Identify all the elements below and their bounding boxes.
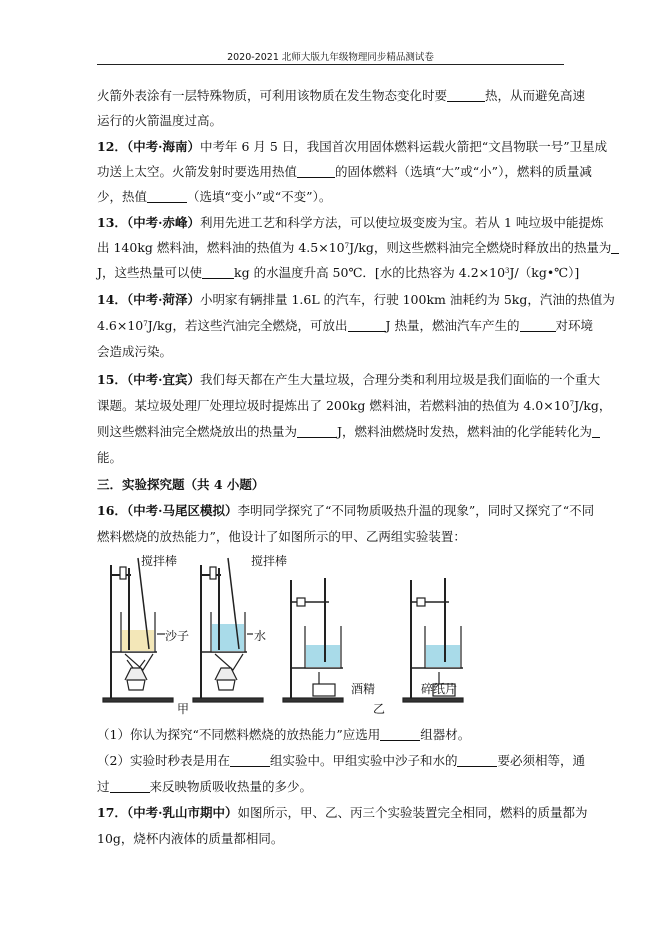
- stand-base: [403, 698, 463, 702]
- text-line: 少，热值 （选填“变小”或“不变”）。: [97, 189, 332, 204]
- text-line: 能。: [97, 450, 123, 465]
- text-line: J，这些热量可以使 kg 的水温度升高 50℃．[水的比热容为 $4.2\times 10^3J/(kg•℃)$]: [97, 265, 580, 280]
- answer-blank: [447, 89, 485, 102]
- label-group-b: 乙: [373, 702, 386, 716]
- answer-blank: [457, 754, 497, 767]
- text-line: 会造成污染。: [97, 344, 173, 359]
- text-line: 出 140kg 燃料油，燃料油的热值为 $4.5\times 10^7J/kg$，则这些燃料油完全燃烧时释放出的热量为: [97, 240, 564, 256]
- text-line: $4.6\times 10^7J/kg$，若这些汽油完全燃烧，可放出 J 热量，燃油汽车产生的 对环境: [97, 318, 594, 333]
- label-stirrer-2: 搅拌棒: [251, 554, 288, 568]
- label-alcohol: 酒精: [351, 682, 376, 696]
- answer-blank: [348, 319, 386, 332]
- answer-blank: [520, 319, 556, 332]
- label-sand: 沙子: [165, 629, 190, 643]
- alcohol-burner: [313, 684, 335, 696]
- label-group-a: 甲: [177, 702, 190, 716]
- text-line: 燃料燃烧的放热能力”，他设计了如图所示的甲、乙两组实验装置：: [97, 529, 466, 544]
- answer-blank: [611, 241, 619, 254]
- header-rule: [97, 64, 564, 65]
- answer-blank: [230, 754, 270, 767]
- text-line: 功送上太空。火箭发射时要选用热值 的固体燃料（选填“大”或“小”），燃料的质量减: [97, 164, 592, 179]
- question-17: 17．（中考·乳山市期中）如图所示，甲、乙、丙三个实验装置完全相同，燃料的质量都为: [97, 805, 588, 820]
- answer-blank: [297, 165, 335, 178]
- stand-base: [103, 698, 173, 702]
- text-line: 火箭外表涂有一层特殊物质，可利用该物质在发生物态变化时要 热，从而避免高速: [97, 88, 586, 103]
- sub-question-2: （2）实验时秒表是用在 组实验中。甲组实验中沙子和水的 要必须相等，通: [97, 753, 585, 768]
- question-12: 12．（中考·海南）中考年 6 月 5 日，我国首次用固体燃料运载火箭把“文昌物联一号”卫星成: [97, 139, 608, 154]
- answer-blank: [380, 728, 420, 741]
- answer-blank: [147, 190, 187, 203]
- question-16: 16．（中考·马尾区模拟）李明同学探究了“不同物质吸热升温的现象”，同时又探究了“不同: [97, 503, 595, 518]
- label-stirrer-1: 搅拌棒: [141, 554, 178, 568]
- text-line: 运行的火箭温度过高。: [97, 113, 223, 128]
- stand-base: [193, 698, 263, 702]
- text-line: 课题。某垃圾处理厂处理垃圾时提炼出了 200kg 燃料油，若燃料油的热值为 $4.0\times 10^7J/kg$，: [97, 398, 612, 413]
- text-line: 则这些燃料油完全燃烧放出的热量为 J，燃料油燃烧时发热，燃料油的化学能转化为: [97, 424, 564, 440]
- section-heading: 三．实验探究题（共 4 小题）: [97, 477, 265, 492]
- text-line: 10g，烧杯内液体的质量都相同。: [97, 831, 284, 846]
- label-water: 水: [254, 629, 267, 643]
- question-15: 15．（中考·宜宾）我们每天都在产生大量垃圾，合理分类和利用垃圾是我们面临的一个重大: [97, 372, 601, 387]
- answer-blank: [110, 780, 150, 793]
- question-13: 13．（中考·赤峰）利用先进工艺和科学方法，可以使垃圾变废为宝。若从 1 吨垃圾中能提炼: [97, 215, 604, 230]
- label-paper: 碎纸片: [421, 682, 458, 696]
- stand-base: [283, 698, 343, 702]
- text-line: 过 来反映物质吸收热量的多少。: [97, 779, 313, 794]
- answer-blank: [297, 425, 337, 438]
- question-14: 14．（中考·菏泽）小明家有辆排量 1.6L 的汽车，行驶 100km 油耗约为 5kg，汽油的热值为: [97, 292, 615, 307]
- sub-question-1: （1）你认为探究“不同燃料燃烧的放热能力”应选用 组器材。: [97, 727, 471, 742]
- experiment-figure: [97, 550, 477, 715]
- answer-blank: [592, 425, 600, 438]
- apparatus-drawing: [97, 550, 477, 715]
- page-header: 2020-2021 北师大版九年级物理同步精品测试卷: [227, 52, 434, 63]
- answer-blank: [202, 266, 234, 279]
